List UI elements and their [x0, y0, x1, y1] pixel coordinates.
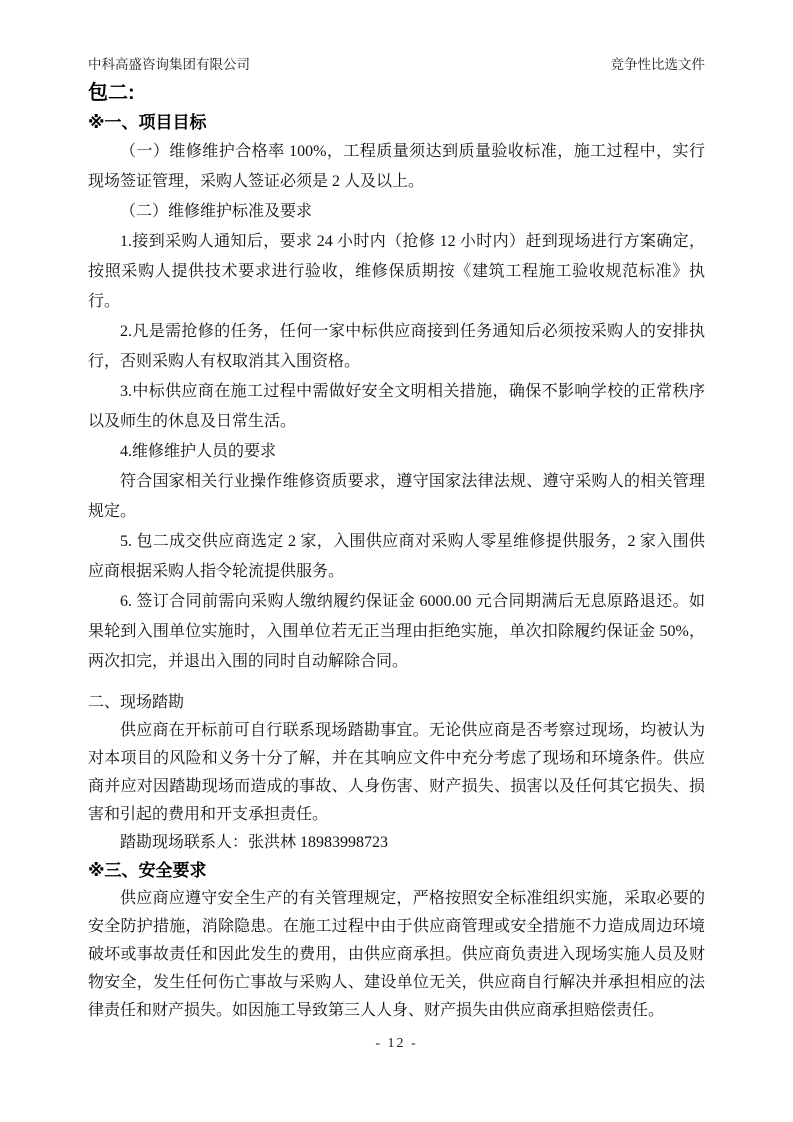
paragraph: 供应商在开标前可自行联系现场踏勘事宜。无论供应商是否考察过现场，均被认为对本项目的风险和义务十分了解，并在其响应文件中充分考虑了现场和环境条件。供应商并应对因踏勘现场而造成的事故、人身伤害、财产损失、损害以及任何其它损失、损害和引起的费用和开支承担责任。 — [88, 722, 705, 823]
section-heading: ※三、安全要求 — [88, 861, 207, 880]
paragraph: 1.接到采购人通知后，要求 24 小时内（抢修 12 小时内）赶到现场进行方案确定，按照采购人提供技术要求进行验收，维修保质期按《建筑工程施工验收规范标准》执行。 — [88, 233, 705, 310]
doc-type-label: 竞争性比选文件 — [610, 57, 705, 72]
paragraph: 2.凡是需抢修的任务，任何一家中标供应商接到任务通知后必须按采购人的安排执行，否则采购人有权取消其入围资格。 — [88, 323, 705, 370]
paragraph: 4.维修维护人员的要求 — [120, 443, 277, 460]
section-safety-requirements — [88, 859, 705, 1025]
section-project-goals — [88, 111, 705, 677]
paragraph: 6. 签订合同前需向采购人缴纳履约保证金 6000.00 元合同期满后无息原路退还。如果轮到入围单位实施时，入围单位若无正当理由拒绝实施，单次扣除履约保证金 50%，两次扣完，并退出入围的同时自动解除合同。 — [88, 593, 705, 670]
section-heading: 二、现场踏勘 — [88, 694, 185, 711]
paragraph: （二）维修维护标准及要求 — [120, 203, 313, 220]
paragraph: 符合国家相关行业操作维修资质要求，遵守国家法律法规、遵守采购人的相关管理规定。 — [88, 473, 705, 520]
company-name: 中科高盛咨询集团有限公司 — [88, 57, 250, 72]
package-title: 包二: — [88, 82, 135, 104]
section-heading: ※一、项目目标 — [88, 113, 207, 132]
site-survey-contact: 踏勘现场联系人：张洪林 18983998723 — [120, 834, 389, 851]
document-header — [88, 56, 705, 74]
paragraph: 5. 包二成交供应商选定 2 家，入围供应商对采购人零星维修提供服务，2 家入围供应商根据采购人指令轮流提供服务。 — [88, 533, 705, 580]
paragraph: 供应商应遵守安全生产的有关管理规定，严格按照安全标准组织实施，采取必要的安全防护措施，消除隐患。在施工过程中由于供应商管理或安全措施不力造成周边环境破坏或事故责任和因此发生的费用，由供应商承担。供应商负责进入现场实施人员及财物安全，发生任何伤亡事故与采购人、建设单位无关，供应商自行解决并承担相应的法律责任和财产损失。如因施工导致第三人人身、财产损失由供应商承担赔偿责任。 — [88, 890, 705, 1019]
paragraph: 3.中标供应商在施工过程中需做好安全文明相关措施，确保不影响学校的正常秩序以及师生的休息及日常生活。 — [88, 383, 705, 430]
paragraph: （一）维修维护合格率 100%，工程质量须达到质量验收标准，施工过程中，实行现场签证管理，采购人签证必须是 2 人及以上。 — [88, 143, 705, 190]
section-site-survey — [88, 689, 705, 857]
page-number: - 12 - — [375, 1036, 418, 1051]
document-content — [88, 56, 705, 1025]
